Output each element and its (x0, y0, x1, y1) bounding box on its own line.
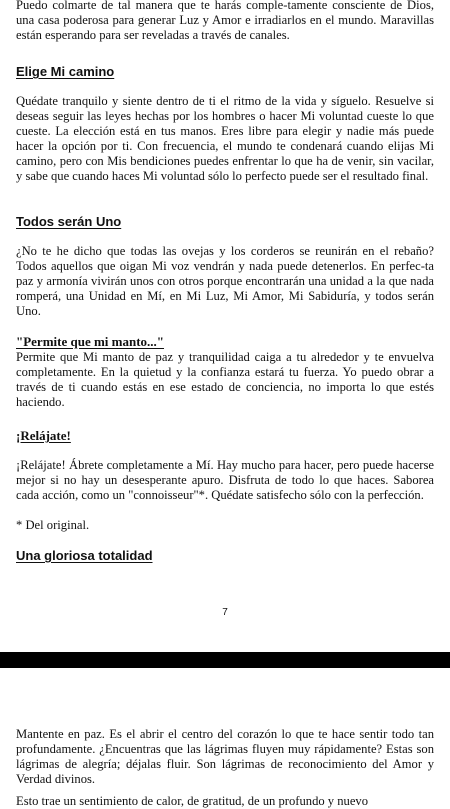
intro-paragraph: Puedo colmarte de tal manera que te harás comple-tamente consciente de Dios, una casa poderosa para generar Luz y Amor e irradiarlos en el mundo. Maravillas están esperando para ser reveladas a través de canales. (16, 0, 434, 42)
page-divider (0, 652, 450, 668)
heading-todos-seran-uno: Todos serán Uno (16, 214, 122, 229)
paragraph-mantente-en-paz: Mantente en paz. Es el abrir el centro del corazón lo que te hace sentir todo tan profundamente. ¿Encuentras que las lágrimas fluyen muy rápidamente? Estas son lágrimas de alegría; déjalas fluir. Son lágrimas de reconocimiento del Amor y Verdad divinos. (16, 727, 434, 786)
paragraph-relajate: ¡Relájate! Ábrete completamente a Mí. Hay mucho para hacer, pero puede hacerse mejor si no hay un desesperante apuro. Disfruta de todo lo que haces. Saborea cada acción, como un "connoisseur"*. Quédate satisfecho sólo con la perfección. (16, 458, 434, 502)
heading-relajate: ¡Relájate! (16, 428, 71, 443)
heading-una-gloriosa-totalidad: Una gloriosa totalidad (16, 548, 153, 563)
paragraph-permite-que-mi-manto: Permite que Mi manto de paz y tranquilidad caiga a tu alrededor y te envuelva completamente. En la quietud y la confianza estará tu fuerza. Yo puedo obrar a través de ti cuando estás en ese estado de conciencia, no importa lo que estés haciendo. (16, 350, 434, 409)
paragraph-elige-mi-camino: Quédate tranquilo y siente dentro de ti el ritmo de la vida y síguelo. Resuelve si deseas seguir las leyes hechas por los hombres o hacer Mi voluntad cueste lo que cueste. La elección está en tus manos. Eres libre para elegir y nadie más puede hacer la opción por ti. Con frecuencia, el mundo te condenará cuando elijas Mi camino, pero con Mis bendiciones puedes enfrentar lo que ha de venir, sin vacilar, y sabe que cuando haces Mi voluntad sólo lo perfecto puede ser el resultado final. (16, 94, 434, 183)
book-page-8 (0, 668, 450, 808)
cut-off-line: Esto trae un sentimiento de calor, de gratitud, de un profundo y nuevo (16, 794, 369, 808)
heading-permite-que-mi-manto: "Permite que mi manto..." (16, 334, 165, 349)
heading-elige-mi-camino: Elige Mi camino (16, 64, 115, 79)
paragraph-todos-seran-uno: ¿No te he dicho que todas las ovejas y los corderos se reunirán en el rebaño? Todos aquellos que oigan Mi voz vendrán y nada puede detenerlos. En perfec-ta paz y armonía vivirán unos con otros porque encontrarán una unidad a la que nada romperá, una Unidad en Mí, en Mi Luz, Mi Amor, Mi Sabiduría, y todos serán Uno. (16, 244, 434, 318)
page-number: 7 (222, 607, 228, 618)
footnote: * Del original. (16, 518, 90, 532)
